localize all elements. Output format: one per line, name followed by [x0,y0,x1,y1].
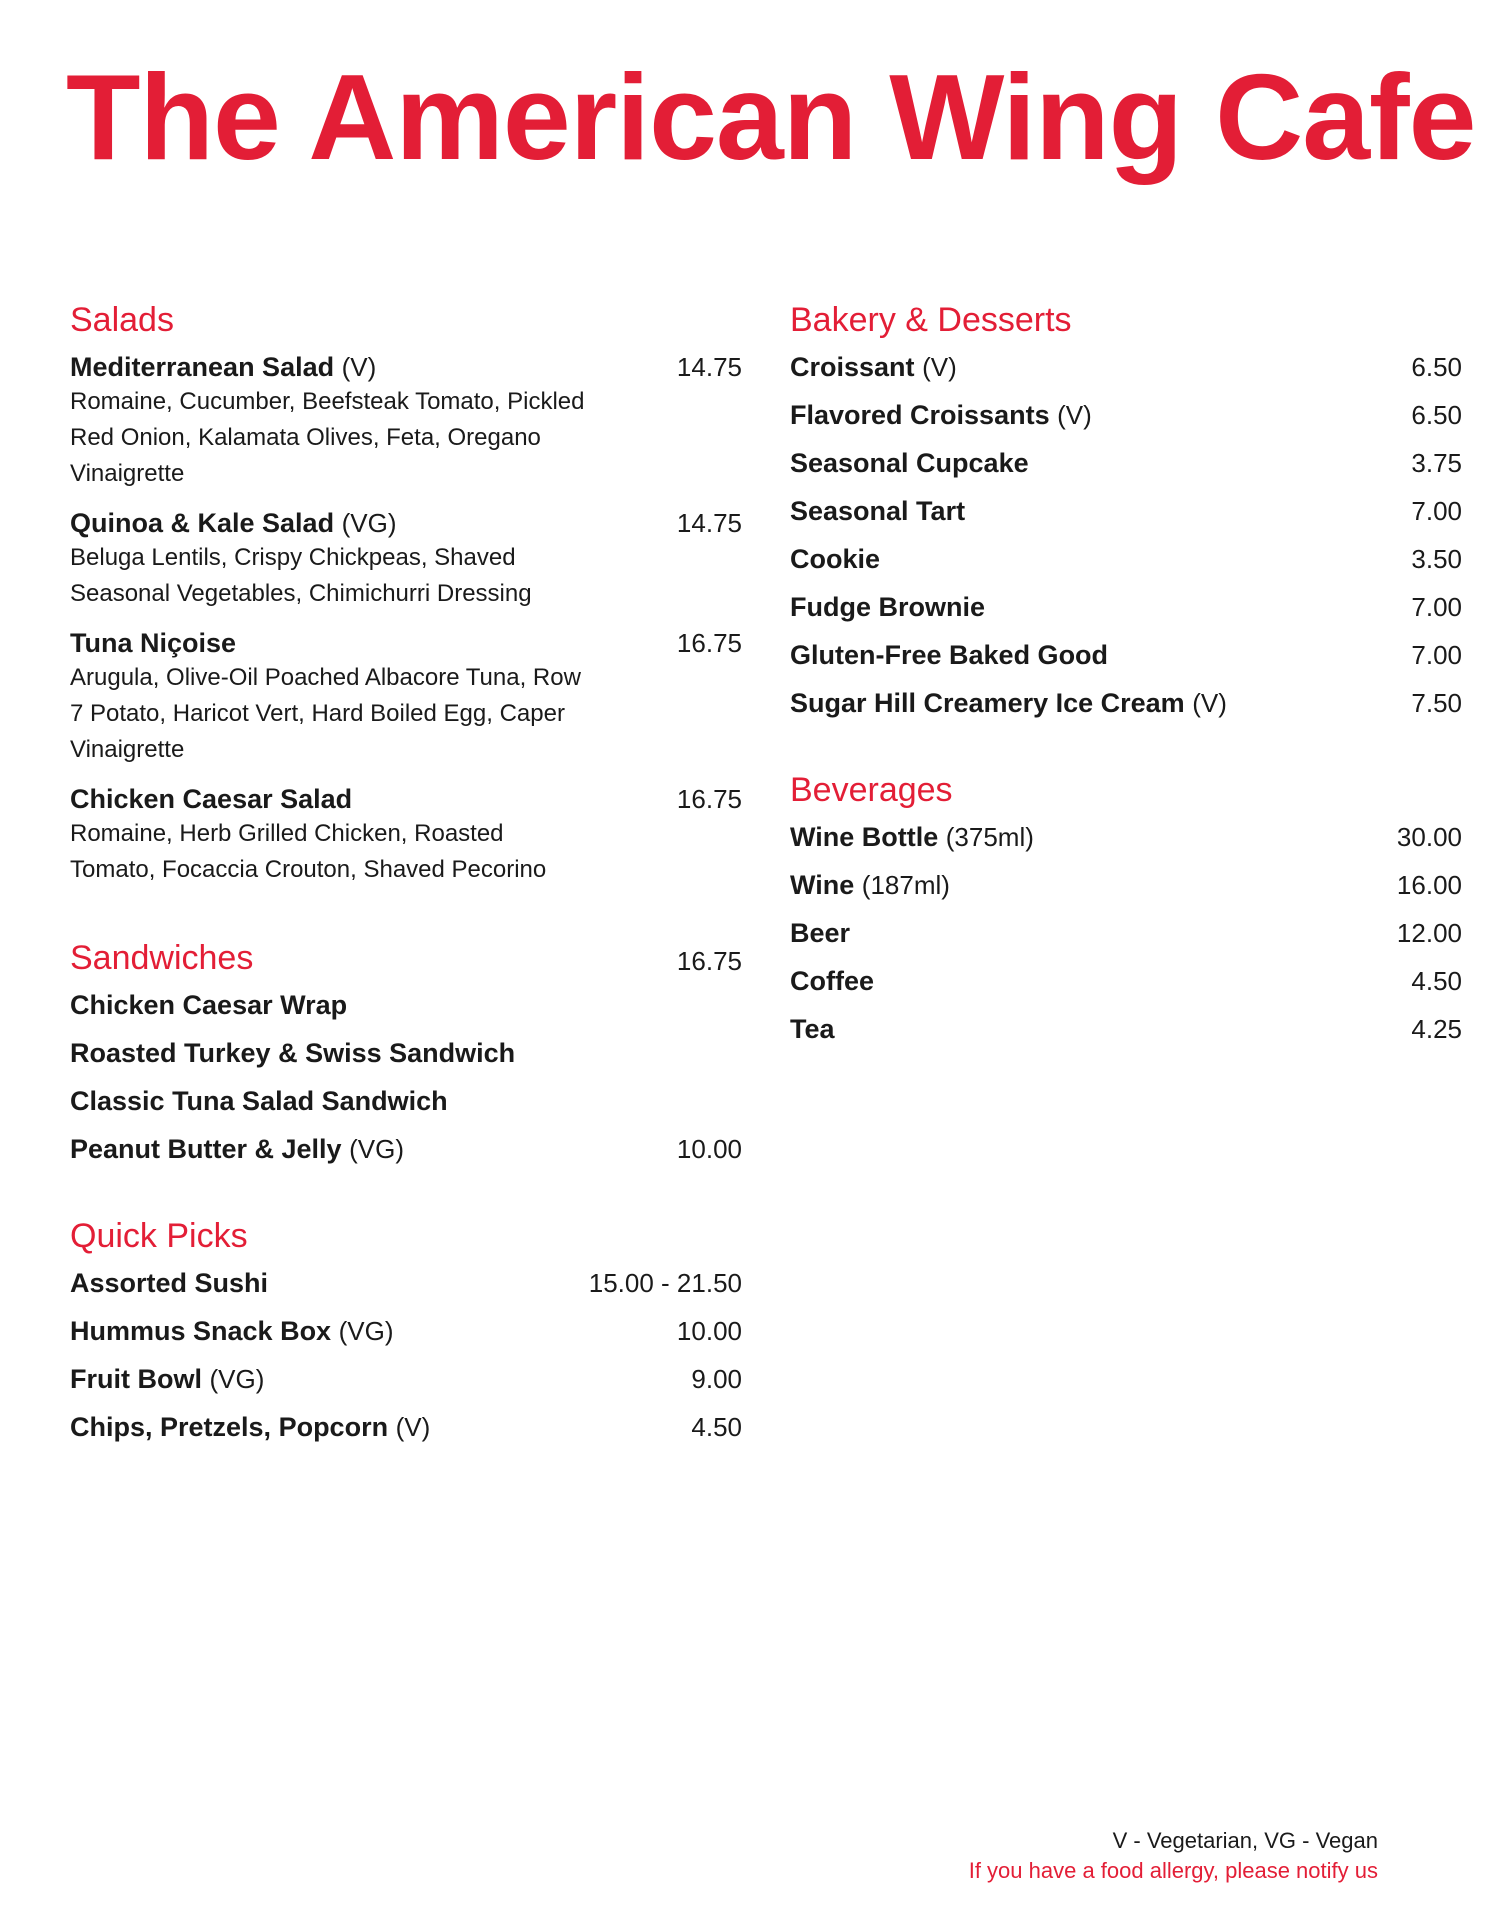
section-price: 16.75 [676,946,742,976]
menu-item [70,626,742,768]
item-price: 14.75 [676,508,742,538]
menu-item [790,686,1462,720]
menu-item [70,506,742,612]
item-diet-tag: (V) [341,352,377,382]
item-price: 15.00 - 21.50 [588,1268,742,1298]
menu-item [70,1410,742,1444]
item-price: 16.75 [676,628,742,658]
item-name: Fruit Bowl (VG) [70,1364,265,1394]
item-name: Tuna Niçoise [70,628,237,658]
menu-item [790,590,1462,624]
item-price: 7.00 [1411,592,1462,622]
section-title-quick-picks: Quick Picks [70,1217,248,1255]
item-description: Romaine, Cucumber, Beefsteak Tomato, Pickled Red Onion, Kalamata Olives, Feta, Oregano Vinaigrette [70,388,585,487]
item-name: Coffee [790,966,875,996]
item-name: Cookie [790,544,881,574]
item-name: Seasonal Cupcake [790,448,1029,478]
item-price: 6.50 [1411,400,1462,430]
menu-item [790,446,1462,480]
item-price: 10.00 [676,1316,742,1346]
item-diet-tag: (V) [1192,688,1227,718]
item-name: Chicken Caesar Wrap [70,990,348,1020]
section-salads [70,300,742,888]
item-description: Beluga Lentils, Crispy Chickpeas, Shaved Seasonal Vegetables, Chimichurri Dressing [70,544,532,607]
diet-legend: V - Vegetarian, VG - Vegan [1112,1828,1378,1853]
item-diet-tag: (VG) [209,1364,265,1394]
menu-item [70,1362,742,1396]
menu-item [790,916,1462,950]
menu-left-column [70,300,742,1494]
item-description: Romaine, Herb Grilled Chicken, Roasted Tomato, Focaccia Crouton, Shaved Pecorino [70,820,547,883]
menu-item [70,1132,742,1166]
item-name: Peanut Butter & Jelly (VG) [70,1134,404,1164]
menu-item [70,988,742,1022]
item-name: Wine (187ml) [790,870,950,900]
menu-item [70,1036,742,1070]
item-price: 30.00 [1396,822,1462,852]
item-name: Gluten-Free Baked Good [790,640,1109,670]
item-price: 4.50 [691,1412,742,1442]
section-title-salads: Salads [70,301,174,339]
item-price: 16.00 [1396,870,1462,900]
item-name: Mediterranean Salad (V) [70,352,377,382]
menu-item [790,820,1462,854]
item-price: 7.50 [1411,688,1462,718]
menu-item [70,1266,742,1300]
item-diet-tag: (VG) [349,1134,404,1164]
item-price: 4.50 [1411,966,1462,996]
menu-right-column [790,300,1462,1096]
section-title-beverages: Beverages [790,771,953,809]
section-bakery-desserts [790,300,1462,720]
item-name: Assorted Sushi [70,1268,269,1298]
menu-item [70,782,742,888]
item-price: 10.00 [676,1134,742,1164]
item-diet-tag: (V) [922,352,957,382]
item-price: 7.00 [1411,640,1462,670]
section-quick-picks [70,1216,742,1444]
item-diet-tag: (V) [1057,400,1092,430]
menu-item [790,494,1462,528]
item-name: Seasonal Tart [790,496,966,526]
section-title-bakery: Bakery & Desserts [790,301,1072,339]
item-name: Chicken Caesar Salad [70,784,353,814]
item-price: 3.50 [1411,544,1462,574]
item-diet-tag: (VG) [341,508,397,538]
item-name: Hummus Snack Box (VG) [70,1316,394,1346]
item-price: 4.25 [1411,1014,1462,1044]
item-price: 14.75 [676,352,742,382]
item-price: 16.75 [676,784,742,814]
menu-item [790,638,1462,672]
menu-item [790,398,1462,432]
menu-item [790,350,1462,384]
item-diet-tag: (V) [395,1412,431,1442]
section-beverages [790,770,1462,1046]
item-size-tag: (187ml) [861,870,950,900]
menu-item [790,1012,1462,1046]
menu-footer [969,1826,1378,1886]
section-title-sandwiches: Sandwiches [70,939,254,977]
menu-item [70,1314,742,1348]
item-name: Sugar Hill Creamery Ice Cream (V) [790,688,1227,718]
item-name: Tea [790,1014,835,1044]
item-price: 7.00 [1411,496,1462,526]
item-price: 3.75 [1411,448,1462,478]
page-title: The American Wing Cafe [66,49,1476,185]
item-name: Fudge Brownie [790,592,985,622]
item-name: Flavored Croissants (V) [790,400,1092,430]
menu-item [70,1084,742,1118]
item-name: Quinoa & Kale Salad (VG) [70,508,397,538]
item-size-tag: (375ml) [945,822,1034,852]
menu-item [790,542,1462,576]
item-name: Roasted Turkey & Swiss Sandwich [70,1038,516,1068]
item-name: Beer [790,918,851,948]
item-price: 12.00 [1396,918,1462,948]
menu-item [70,350,742,492]
item-name: Chips, Pretzels, Popcorn (V) [70,1412,431,1442]
menu-item [790,964,1462,998]
section-sandwiches [70,938,742,1166]
item-price: 6.50 [1411,352,1462,382]
item-description: Arugula, Olive-Oil Poached Albacore Tuna, Row 7 Potato, Haricot Vert, Hard Boiled Egg, Caper Vinaigrette [70,664,581,763]
menu-item [790,868,1462,902]
item-price: 9.00 [691,1364,742,1394]
item-name: Croissant (V) [790,352,957,382]
item-diet-tag: (VG) [338,1316,394,1346]
allergy-notice: If you have a food allergy, please notify us [968,1858,1378,1883]
item-name: Classic Tuna Salad Sandwich [70,1086,448,1116]
item-name: Wine Bottle (375ml) [790,822,1034,852]
